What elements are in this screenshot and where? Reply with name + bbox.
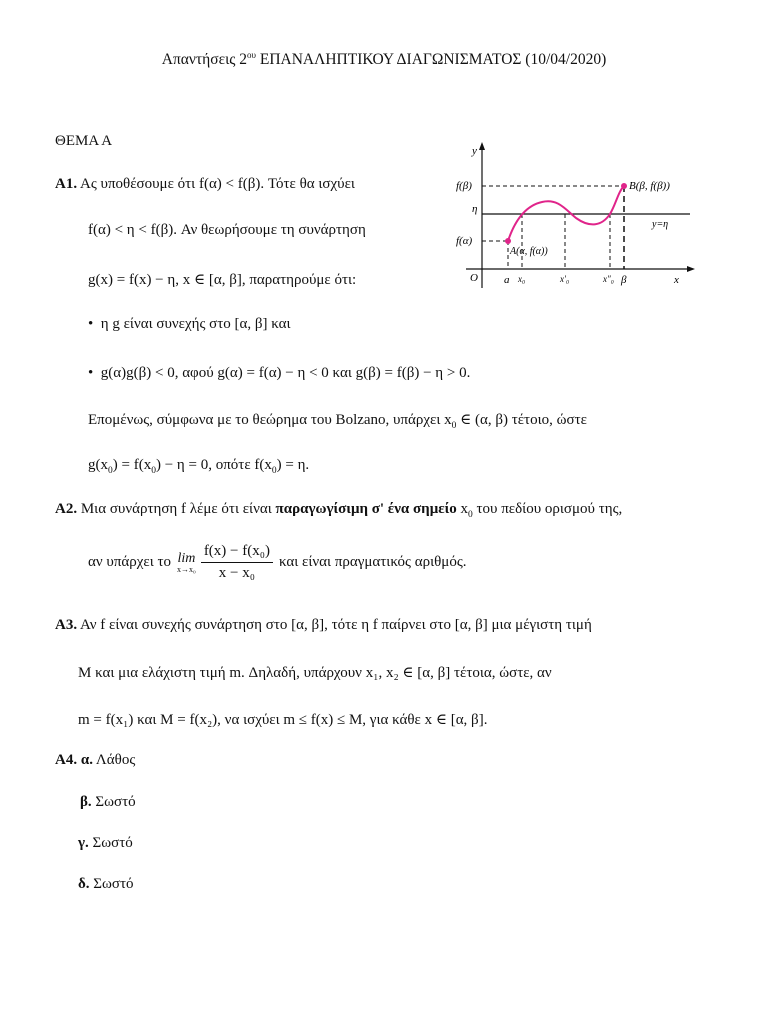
point-b-marker <box>621 183 627 189</box>
origin-label: O <box>470 272 478 284</box>
a4-item-delta: δ. Σωστό <box>78 876 134 892</box>
point-a-label: A(α, f(α)) <box>510 246 548 257</box>
tick-x0-prime: x′₀ <box>560 274 570 284</box>
a3-line-1: Α3. Αν f είναι συνεχής συνάρτηση στο [α, β], τότε η f παίρνει στο [α, β] μια μέγιστη τιμή <box>55 617 592 633</box>
section-heading: ΘΕΜΑ Α <box>55 133 113 149</box>
x-axis-arrow-icon <box>687 266 695 272</box>
point-a-marker <box>505 238 511 244</box>
a1-line-1: Α1. Ας υποθέσουμε ότι f(α) < f(β). Τότε θα ισχύει <box>55 176 355 192</box>
a4-item-alpha: Α4. α. Λάθος <box>55 752 136 768</box>
eta-line-label: y=η <box>652 219 669 230</box>
a2-line-2: αν υπάρχει το lim x→x₀ $\frac{\text{f(x) − f(x₀)}}{\text{x − x₀}}$ και είναι πραγματικός αριθμός. <box>88 543 467 581</box>
a4-item-gamma: γ. Σωστό <box>78 835 133 851</box>
a2-line-1: Α2. Μια συνάρτηση f λέμε ότι είναι παραγωγίσιμη σ' ένα σημείο $x_0$ του πεδίου ορισμού της, <box>55 501 623 520</box>
tick-x0-double-prime: x″₀ <box>603 274 614 284</box>
falpha-label: f(α) <box>456 235 473 247</box>
eta-label: η <box>472 203 478 215</box>
a3-line-3: m = f(x₁) και M = f(x₂), να ισχύει m ≤ f(x) ≤ M, για κάθε x ∈ [α, β]. <box>78 712 488 728</box>
a1-line-3: g(x) = f(x) − η, x ∈ [α, β], παρατηρούμε ότι: <box>88 272 357 288</box>
bolzano-graph <box>452 138 702 298</box>
point-b-label: B(β, f(β)) <box>629 180 670 192</box>
a1-bullet-2: • g(α)g(β) < 0, αφού g(α) = f(α) − η < 0 και g(β) = f(β) − η > 0. <box>88 365 471 381</box>
y-axis-label: y <box>472 145 477 157</box>
tick-alpha: a <box>504 274 510 286</box>
y-axis-arrow-icon <box>479 142 485 150</box>
difference-quotient: $\frac{\text{f(x) − f(x₀)}}{\text{x − x₀}}$ <box>201 543 273 582</box>
page-title: Απαντήσεις $2^{o\upsilon}$ ΕΠΑΝΑΛΗΠΤΙΚΟΥ ΔΙΑΓΩΝΙΣΜΑΤΟΣ (10/04/2020) <box>161 50 607 69</box>
tick-x0: x₀ <box>518 274 526 284</box>
limit-operator: lim x→x₀ <box>177 550 196 574</box>
a3-line-2: Μ και μια ελάχιστη τιμή m. Δηλαδή, υπάρχουν x₁, x₂ ∈ [α, β] τέτοια, ώστε, αν <box>78 665 552 681</box>
tick-beta: β <box>621 274 627 286</box>
fbeta-label: f(β) <box>456 180 472 192</box>
a4-item-beta: β. Σωστό <box>80 794 136 810</box>
x-axis-label: x <box>674 274 679 286</box>
a1-line-5: $g(x_0) = f(x_0) - \eta = 0$, οπότε $f(x_0) = \eta$. <box>88 457 310 476</box>
a1-line-2: f(α) < η < f(β). Αν θεωρήσουμε τη συνάρτηση <box>88 222 366 238</box>
a1-bullet-1: • η g είναι συνεχής στο [α, β] και <box>88 316 291 332</box>
a1-line-4: Επομένως, σύμφωνα με το θεώρημα του Bolzano, υπάρχει $x_0$ ∈ (α, β) τέτοιο, ώστε <box>88 412 587 431</box>
